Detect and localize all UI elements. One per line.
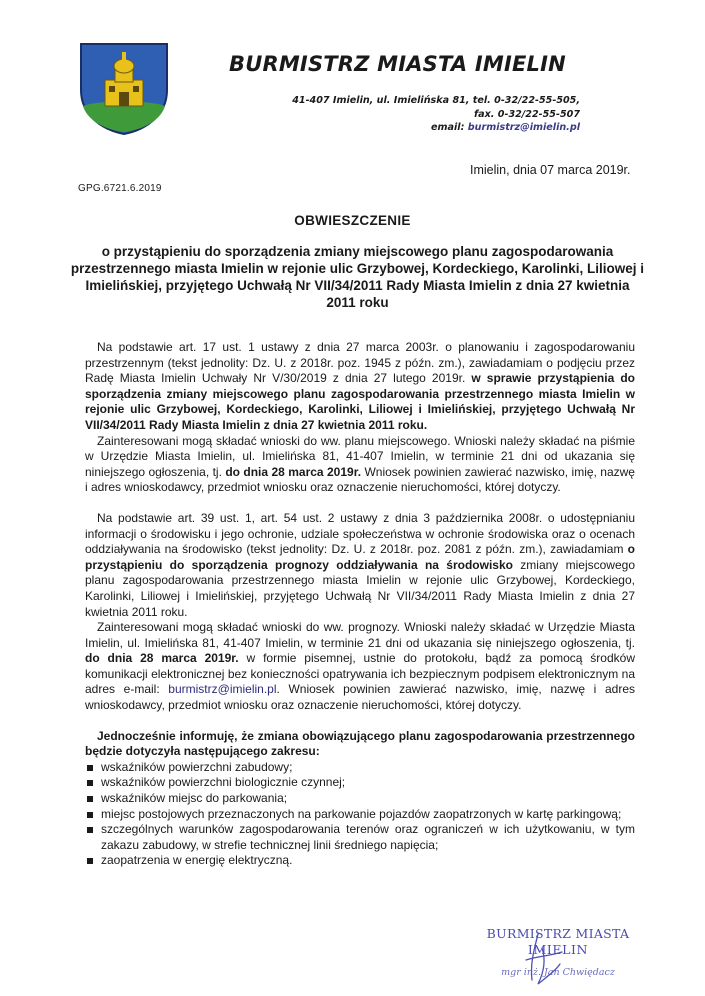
list-item: wskaźników miejsc do parkowania;: [85, 791, 635, 807]
paragraph-4-before: Zainteresowani mogą składać wnioski do ww. prognozy. Wnioski należy składać w Urzędzie Miasta Imielin, ul. Imielińska 81, 41-407 Imielin, w terminie 21 dni od ukazania się niniejszego ogłoszenia, tj.: [85, 620, 635, 650]
stamp-city: IMIELIN: [527, 942, 589, 957]
list-item: miejsc postojowych przeznaczonych na parkowanie pojazdów zaopatrzonych w kartę parkingową;: [85, 807, 635, 823]
paragraph-1: [85, 340, 635, 434]
document-body: [85, 340, 635, 869]
paragraph-3-bold: o przystąpieniu do sporządzenia prognozy oddziaływania na środowisko: [85, 542, 635, 572]
paragraph-3-before: Na podstawie art. 39 ust. 1, art. 54 ust. 2 ustawy z dnia 3 października 2008r. o udostępnianiu informacji o środowisku i jego ochronie, udziale społeczeństwa w ochronie środowiska oraz o ocenach oddziaływania na środowisko (tekst jednolity: Dz. U. z 2018r. poz. 2081 z późn. zm.), zawiadamiam: [85, 510, 635, 557]
paragraph-3-after: zmiany miejscowego planu zagospodarowania przestrzennego miasta Imielin w rejonie ulic Grzybowej, Kordeckiego, Karolinki, Liliowej i Imielińskiej, przyjętego Uchwałą Nr VII/34/2011 Rady Miasta Imielin z dnia 27 kwietnia 2011 roku.: [85, 557, 635, 619]
stamp-title: BURMISTRZ MIASTA: [486, 926, 630, 941]
paragraph-2: [85, 434, 635, 496]
list-item: szczególnych warunków zagospodarowania terenów oraz ograniczeń w ich użytkowaniu, w tym zakazu zabudowy, w strefie technicznej linii średniego napięcia;: [85, 822, 635, 853]
paragraph-4: [85, 620, 635, 714]
list-item: zaopatrzenia w energię elektryczną.: [85, 853, 635, 869]
letterhead-title: BURMISTRZ MIASTA IMIELIN: [229, 52, 566, 76]
town-crest-icon: [75, 40, 173, 136]
paragraph-2-deadline: do dnia 28 marca 2019r.: [225, 464, 362, 479]
paragraph-4-deadline: do dnia 28 marca 2019r.: [85, 651, 239, 666]
paragraph-2-before: Zainteresowani mogą składać wnioski do ww. planu miejscowego. Wnioski należy składać na piśmie w Urzędzie Miasta Imielin, ul. Imielińska 81, 41-407 Imielin, w terminie 21 dni od ukazania się niniejszego ogłoszenia, tj.: [85, 433, 635, 479]
paragraph-4-after: . Wniosek powinien zawierać nazwisko, imię, nazwę i adres wnioskodawcy, przedmiot wniosku oraz oznaczenie nieruchomości, której dotyczy.: [85, 682, 635, 713]
document-title: OBWIESZCZENIE: [294, 213, 411, 228]
paragraph-3: [85, 511, 635, 620]
paragraph-5: [85, 729, 635, 760]
scope-list: [85, 760, 635, 869]
list-item: wskaźników powierzchni biologicznie czynnej;: [85, 775, 635, 791]
email-label: email:: [431, 122, 465, 133]
handwritten-signature-icon: [508, 930, 578, 988]
paragraph-1-bold: w sprawie przystąpienia do sporządzenia zmiany miejscowego planu zagospodarowania przestrzennego miasta Imielin w rejonie ulic Grzybowej, Kordeckiego, Karolinki, Liliowej i Imielińskiej, przyjętego Uchwałą Nr VII/34/2011 Rady Miasta Imielin z dnia 27 kwietnia 2011 roku.: [85, 371, 635, 432]
paragraph-4-email[interactable]: burmistrz@imielin.pl: [168, 682, 277, 697]
address-line-1: 41-407 Imielin, ul. Imielińska 81, tel. 0-32/22-55-505,: [292, 95, 580, 106]
letterhead-address: [260, 94, 580, 135]
email-value[interactable]: burmistrz@imielin.pl: [467, 122, 580, 133]
list-item: wskaźników powierzchni zabudowy;: [85, 760, 635, 776]
paragraph-2-after: Wniosek powinien zawierać nazwisko, imię, nazwę i adres wnioskodawcy, przedmiot wniosku oraz oznaczenie nieruchomości, której dotyczy.: [85, 464, 635, 495]
paragraph-4-middle: w formie pisemnej, ustnie do protokołu, bądź za pomocą środków komunikacji elektronicznej bez konieczności opatrywania ich bezpiecznym podpisem elektronicznym na adres e-mail:: [85, 651, 635, 697]
paragraph-1-lead: Na podstawie art. 17 ust. 1 ustawy z dnia 27 marca 2003r. o planowaniu i zagospodarowaniu przestrzennym (tekst jednolity: Dz. U. z 2018r. poz. 1945 z późn. zm.), zawiadamiam o podjęciu przez Radę Miasta Imielin Uchwały Nr V/30/2019 z dnia 27 lutego 2019r.: [85, 340, 635, 386]
reference-number: GPG.6721.6.2019: [78, 183, 162, 194]
paragraph-5-bold: Jednocześnie informuję, że zmiana obowiązującego planu zagospodarowania przestrzennego będzie dotyczyła następującego zakresu:: [85, 728, 635, 759]
document-subject: o przystąpieniu do sporządzenia zmiany miejscowego planu zagospodarowania przestrzennego miasta Imielin w rejonie ulic Grzybowej, Kordeckiego, Karolinki, Liliowej i Imielińskiej, przyjętego Uchwałą Nr VII/34/2011 Rady Miasta Imielin z dnia 27 kwietnia 2011 roku: [70, 244, 645, 310]
email-line: [260, 121, 580, 135]
stamp-signer: mgr inż. Jan Chwiędacz: [501, 967, 615, 978]
date-line: Imielin, dnia 07 marca 2019r.: [470, 163, 631, 177]
address-line-2: fax. 0-32/22-55-507: [473, 108, 580, 120]
